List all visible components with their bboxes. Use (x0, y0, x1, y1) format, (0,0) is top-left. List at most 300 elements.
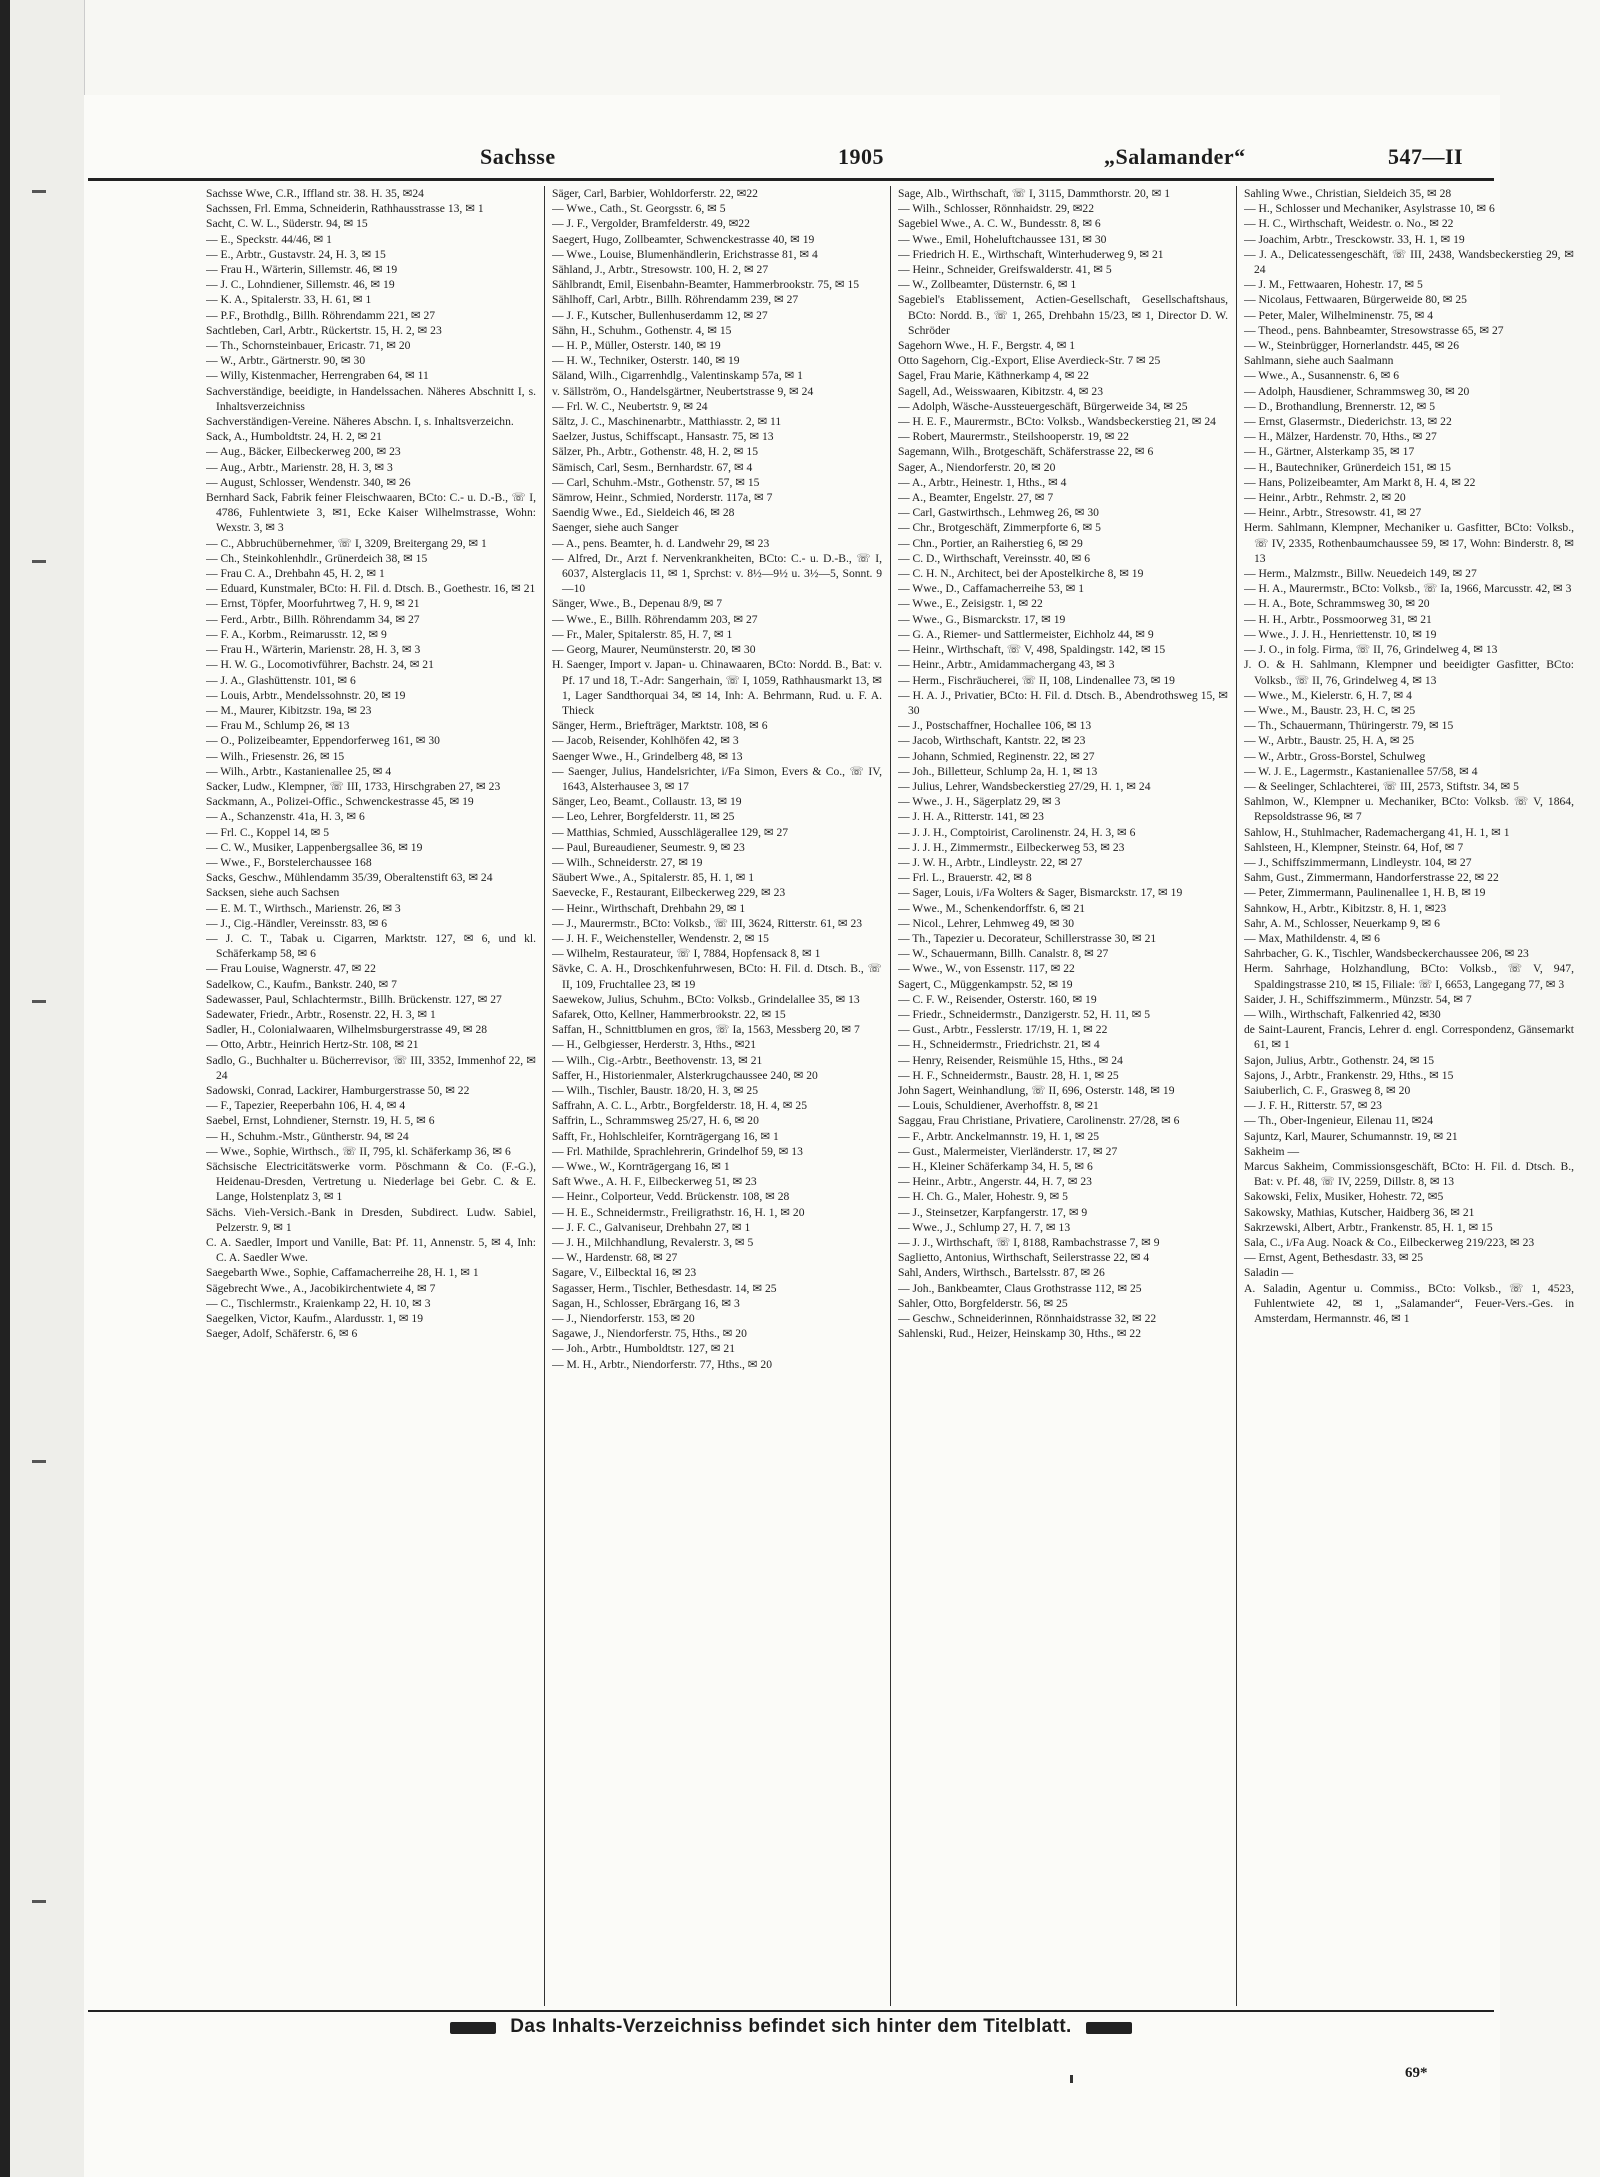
column-rule (544, 186, 545, 2006)
directory-entry: — Wwe., M., Kielerstr. 6, H. 7, ✉ 4 (1244, 688, 1412, 702)
directory-entry: Safft, Fr., Hohlschleifer, Korntrāgergang 16, ✉ 1 (552, 1129, 779, 1143)
directory-entry: — Robert, Maurermstr., Steilshooperstr. 19, ✉ 22 (898, 430, 1129, 444)
page-number: 547—II (1388, 144, 1464, 169)
directory-entry: Sämrow, Heinr., Schmied, Norderstr. 117a, ✉ 7 (552, 491, 773, 505)
directory-entry: Sagell, Ad., Weisswaaren, Kibitzstr. 4, ✉ 23 (898, 384, 1103, 398)
directory-entry: — Wwe., J. J. H., Henriettenstr. 10, ✉ 19 (1244, 627, 1437, 641)
directory-entry: — J., Steinsetzer, Karpfangerstr. 17, ✉ 9 (898, 1205, 1088, 1219)
directory-entry: — H., Schuhm.-Mstr., Güntherstr. 94, ✉ 24 (206, 1129, 409, 1143)
directory-entry: — W., Hardenstr. 68, ✉ 27 (552, 1251, 678, 1265)
directory-entry: Sahr, A. M., Schlosser, Neuerkamp 9, ✉ 6 (1244, 916, 1440, 930)
directory-entry: Saendig Wwe., Ed., Sieldeich 46, ✉ 28 (552, 506, 735, 520)
directory-entry: — Joh., Billetteur, Schlump 2a, H. 1, ✉ 13 (898, 764, 1098, 778)
directory-column-4 (1244, 186, 1574, 2006)
directory-entry: — H. E., Schneidermstr., Freiligrathstr. 16, H. 1, ✉ 20 (552, 1205, 805, 1219)
directory-entry: — Hans, Polizeibeamter, Am Markt 8, H. 4, ✉ 22 (1244, 475, 1476, 489)
directory-entry: Sajuntz, Karl, Maurer, Schumannstr. 19, ✉ 21 (1244, 1129, 1458, 1143)
directory-entry: Sadewasser, Paul, Schlachtermstr., Billh. Brückenstr. 127, ✉ 27 (206, 992, 502, 1006)
directory-entry: v. Sällström, O., Handelsgärtner, Neubertstrasse 9, ✉ 24 (552, 384, 814, 398)
directory-entry: — August, Schlosser, Wendenstr. 340, ✉ 26 (206, 475, 411, 489)
directory-entry: Sägebrecht Wwe., A., Jacobikirchentwiete 4, ✉ 7 (206, 1281, 436, 1295)
directory-entry: Säger, Carl, Barbier, Wohldorferstr. 22, ✉22 (552, 187, 758, 200)
directory-entry: Sävke, C. A. H., Droschkenfuhrwesen, BCto: H. Fil. d. Dtsch. B., ☏ II, 109, Fruchtallee 23, ✉ 19 (552, 962, 882, 991)
directory-entry: Sagemann, Wilh., Brotgeschäft, Schäferstrasse 22, ✉ 6 (898, 445, 1154, 459)
directory-entry: — C. F. W., Reisender, Osterstr. 160, ✉ 19 (898, 992, 1097, 1006)
footer-bar (88, 2016, 1494, 2046)
directory-entry: — W. J. E., Lagermstr., Kastanienallee 57/58, ✉ 4 (1244, 764, 1478, 778)
directory-entry: — J. F., Vergolder, Bramfelderstr. 49, ✉22 (552, 217, 750, 231)
directory-entry: Sakowsky, Mathias, Kutscher, Haidberg 36, ✉ 21 (1244, 1205, 1475, 1219)
directory-entry: Sagawe, J., Niendorferstr. 75, Hths., ✉ 20 (552, 1327, 747, 1341)
directory-entry: — Chr., Brotgeschäft, Zimmerpforte 6, ✉ 5 (898, 521, 1101, 535)
directory-entry: Saenger Wwe., H., Grindelberg 48, ✉ 13 (552, 749, 743, 763)
binding-strip (10, 0, 85, 2177)
directory-entry: — Ch., Steinkohlenhdlr., Grünerdeich 38, ✉ 15 (206, 551, 428, 565)
directory-entry: — Frau Louise, Wagnerstr. 47, ✉ 22 (206, 962, 376, 976)
directory-entry: — Frl. L., Brauerstr. 42, ✉ 8 (898, 871, 1032, 885)
directory-entry: Sachssen, Frl. Emma, Schneiderin, Rathhausstrasse 13, ✉ 1 (206, 202, 484, 216)
directory-entry: — M. H., Arbtr., Niendorferstr. 77, Hths., ✉ 20 (552, 1357, 772, 1371)
directory-entry: — H. E. F., Maurermstr., BCto: Volksb., Wandsbeckerstieg 21, ✉ 24 (898, 415, 1216, 429)
directory-entry: — M., Maurer, Kibitzstr. 19a, ✉ 23 (206, 703, 372, 717)
directory-entry: — Peter, Zimmermann, Paulinenallee 1, H. B, ✉ 19 (1244, 886, 1486, 900)
directory-entry: — Ernst, Agent, Bethesdastr. 33, ✉ 25 (1244, 1251, 1424, 1265)
directory-entry: — W., Arbtr., Gärtnerstr. 90, ✉ 30 (206, 354, 366, 368)
directory-entry: — P.F., Brothdlg., Billh. Röhrendamm 221, ✉ 27 (206, 308, 436, 322)
directory-entry: — Aug., Bäcker, Eilbeckerweg 200, ✉ 23 (206, 445, 401, 459)
binding-mark (32, 190, 46, 193)
directory-entry: — Heinr., Arbtr., Amidammachergang 43, ✉ 3 (898, 658, 1115, 672)
directory-entry: Sager, A., Niendorferstr. 20, ✉ 20 (898, 460, 1056, 474)
directory-column-1 (206, 186, 536, 2006)
directory-entry: Sadlo, G., Buchhalter u. Bücherrevisor, ☏ III, 3352, Immenhof 22, ✉ 24 (206, 1053, 536, 1082)
directory-entry: A. Saladin, Agentur u. Commiss., BCto: Volksb., ☏ 1, 4523, Fuhlentwiete 42, ✉ 1, „Salamander“, Feuer-Vers.-Ges. in Amsterdam, Hermannstr. 46, ✉ 1 (1244, 1281, 1574, 1326)
directory-entry: — Henry, Reisender, Reismühle 15, Hths., ✉ 24 (898, 1053, 1123, 1067)
directory-entry: Bernhard Sack, Fabrik feiner Fleischwaaren, BCto: C.- u. D.-B., ☏ I, 4786, Fuhlentwiete 3, ✉1, Ecke Kaiser Wilhelmstrasse, Wohn: Wexstr. 3, ✉ 3 (206, 491, 536, 535)
directory-entry: — H. W. G., Locomotivführer, Bachstr. 24, ✉ 21 (206, 658, 434, 672)
directory-entry: — Frl. C., Koppel 14, ✉ 5 (206, 825, 330, 839)
directory-entry: — Heinr., Colporteur, Vedd. Brückenstr. 108, ✉ 28 (552, 1190, 790, 1204)
directory-entry: — Carl, Schuhm.-Mstr., Gothenstr. 57, ✉ 15 (552, 475, 760, 489)
directory-entry: Saft Wwe., A. H. F., Eilbeckerweg 51, ✉ 23 (552, 1175, 757, 1189)
directory-entry: Sahm, Gust., Zimmermann, Handorferstrasse 22, ✉ 22 (1244, 871, 1499, 885)
directory-entry: — Wwe., Sophie, Wirthsch., ☏ II, 795, kl. Schäferkamp 36, ✉ 6 (206, 1144, 511, 1158)
directory-entry: — Johann, Schmied, Reginenstr. 22, ✉ 27 (898, 749, 1095, 763)
directory-entry: — H. A., Bote, Schrammsweg 30, ✉ 20 (1244, 597, 1430, 611)
binding-mark (32, 1460, 46, 1463)
directory-entry: — C. H. N., Architect, bei der Apostelkirche 8, ✉ 19 (898, 567, 1144, 581)
directory-entry: — Wilh., Schlosser, Rönnhaidstr. 29, ✉22 (898, 202, 1095, 216)
directory-entry: — Saenger, Julius, Handelsrichter, i/Fa Simon, Evers & Co., ☏ IV, 1643, Alsterhausee 3, ✉ 17 (552, 764, 882, 793)
directory-entry: Sacks, Geschw., Mühlendamm 35/39, Oberaltenstift 63, ✉ 24 (206, 871, 493, 885)
directory-entry: Saelzer, Justus, Schiffscapt., Hansastr. 75, ✉ 13 (552, 430, 774, 444)
directory-entry: — Heinr., Arbtr., Angerstr. 44, H. 7, ✉ 23 (898, 1175, 1092, 1189)
directory-entry: — Eduard, Kunstmaler, BCto: H. Fil. d. Dtsch. B., Goethestr. 16, ✉ 21 (206, 582, 536, 596)
directory-entry: Saiuberlich, C. F., Grasweg 8, ✉ 20 (1244, 1083, 1411, 1097)
directory-entry: — J., Maurermstr., BCto: Volksb., ☏ III, 3624, Ritterstr. 61, ✉ 23 (552, 916, 863, 930)
directory-entry: — A., Schanzenstr. 41a, H. 3, ✉ 6 (206, 810, 365, 824)
directory-entry: de Saint-Laurent, Francis, Lehrer d. engl. Correspondenz, Gänsemarkt 61, ✉ 1 (1244, 1023, 1574, 1052)
directory-entry: Saegebarth Wwe., Sophie, Caffamacherreihe 28, H. 1, ✉ 1 (206, 1266, 479, 1280)
directory-entry: — Friedr., Schneidermstr., Danzigerstr. 52, H. 11, ✉ 5 (898, 1007, 1151, 1021)
directory-entry: — J. H. A., Ritterstr. 141, ✉ 23 (898, 810, 1044, 824)
directory-entry: — Max, Mathildenstr. 4, ✉ 6 (1244, 931, 1380, 945)
pointing-hand-icon (450, 2022, 496, 2034)
directory-entry: — Otto, Arbtr., Heinrich Hertz-Str. 108, ✉ 21 (206, 1038, 419, 1052)
directory-entry: Sahl, Anders, Wirthsch., Bartelsstr. 87, ✉ 26 (898, 1266, 1105, 1280)
directory-entry: — Heinr., Schneider, Greifswalderstr. 41, ✉ 5 (898, 263, 1112, 277)
directory-entry: — Frau H., Wärterin, Marienstr. 28, H. 3, ✉ 3 (206, 643, 421, 657)
directory-entry: — Wilhelm, Restaurateur, ☏ I, 7884, Hopfensack 8, ✉ 1 (552, 947, 821, 961)
directory-entry: — H., Schneidermstr., Friedrichstr. 21, ✉ 4 (898, 1038, 1100, 1052)
directory-entry: Säubert Wwe., A., Spitalerstr. 85, H. 1, ✉ 1 (552, 871, 755, 885)
footer-note: Das Inhalts-Verzeichniss befindet sich hinter dem Titelblatt. (510, 2016, 1072, 2037)
directory-entry: Sachtleben, Carl, Arbtr., Rückertstr. 15, H. 2, ✉ 23 (206, 323, 442, 337)
directory-entry: — J. J., Wirthschaft, ☏ I, 8188, Rambachstrasse 7, ✉ 9 (898, 1236, 1160, 1250)
directory-entry: — Julius, Lehrer, Wandsbeckerstieg 27/29, H. 1, ✉ 24 (898, 779, 1151, 793)
directory-entry: — A., Arbtr., Heinestr. 1, Hths., ✉ 4 (898, 475, 1067, 489)
directory-entry: — Herm., Malzmstr., Billw. Neuedeich 149, ✉ 27 (1244, 567, 1477, 581)
directory-entry: Sacht, C. W. L., Süderstr. 94, ✉ 15 (206, 217, 368, 231)
directory-entry: — J., Postschaffner, Hochallee 106, ✉ 13 (898, 719, 1092, 733)
directory-entry: Sagare, V., Eilbecktal 16, ✉ 23 (552, 1266, 697, 1280)
directory-entry: Sachsse Wwe, C.R., Iffland str. 38. H. 35, ✉24 (206, 187, 424, 200)
directory-entry: Saegelken, Victor, Kaufm., Alardusstr. 1, ✉ 19 (206, 1312, 423, 1326)
directory-entry: — Heinr., Arbtr., Stresowstr. 41, ✉ 27 (1244, 506, 1422, 520)
directory-entry: — J. H. F., Weichensteller, Wendenstr. 2, ✉ 15 (552, 931, 769, 945)
directory-entry: — H., Bautechniker, Grünerdeich 151, ✉ 15 (1244, 460, 1451, 474)
directory-entry: — Louis, Arbtr., Mendelssohnstr. 20, ✉ 19 (206, 688, 406, 702)
directory-entry: — A., pens. Beamter, h. d. Landwehr 29, ✉ 23 (552, 536, 770, 550)
print-mark (1070, 2075, 1073, 2083)
directory-entry: — Wwe., Louise, Blumenhändlerin, Erichstrasse 81, ✉ 4 (552, 247, 818, 261)
directory-entry: — Wilh., Friesenstr. 26, ✉ 15 (206, 749, 345, 763)
scan-border (0, 0, 10, 2177)
directory-entry: — J., Schiffszimmermann, Lindleystr. 104, ✉ 27 (1244, 855, 1472, 869)
directory-entry: — Wwe., M., Schenkendorffstr. 6, ✉ 21 (898, 901, 1086, 915)
directory-entry: Sagebiel's Etablissement, Actien-Gesellschaft, Gesellschaftshaus, BCto: Nordd. B., ☏ 1, 265, Drehbahn 15/23, ✉ 1, Director D. W. Schröder (898, 293, 1228, 337)
directory-entry: Sahlow, H., Stuhlmacher, Rademachergang 41, H. 1, ✉ 1 (1244, 825, 1510, 839)
directory-entry: — E., Arbtr., Gustavstr. 24, H. 3, ✉ 15 (206, 247, 386, 261)
directory-entry: — Gust., Malermeister, Vierländerstr. 17, ✉ 27 (898, 1144, 1118, 1158)
directory-entry: — D., Brothandlung, Brennerstr. 12, ✉ 5 (1244, 399, 1436, 413)
binding-mark (32, 560, 46, 563)
directory-entry: — Chn., Portier, an Raiherstieg 6, ✉ 29 (898, 536, 1083, 550)
directory-entry: — Wwe., E., Zeisigstr. 1, ✉ 22 (898, 597, 1043, 611)
directory-entry: — Th., Tapezier u. Decorateur, Schillerstrasse 30, ✉ 21 (898, 931, 1157, 945)
directory-entry: — Paul, Bureaudiener, Seumestr. 9, ✉ 23 (552, 840, 745, 854)
directory-entry: Sahler, Otto, Borgfelderstr. 56, ✉ 25 (898, 1296, 1068, 1310)
directory-entry: — Wwe., F., Borstelerchaussee 168 (206, 855, 372, 869)
directory-entry: — Nicolaus, Fettwaaren, Bürgerweide 80, ✉ 25 (1244, 293, 1467, 307)
directory-entry: — W., Arbtr., Gross-Borstel, Schulweg (1244, 749, 1426, 763)
directory-entry: Marcus Sakheim, Commissionsgeschäft, BCto: H. Fil. d. Dtsch. B., Bat: v. Pf. 48, ☏ IV, 2259, Dillstr. 8, ✉ 13 (1244, 1160, 1574, 1189)
directory-entry: Otto Sagehorn, Cig.-Export, Elise Averdieck-Str. 7 ✉ 25 (898, 354, 1161, 368)
directory-entry: — Sager, Louis, i/Fa Wolters & Sager, Bismarckstr. 17, ✉ 19 (898, 886, 1183, 900)
directory-entry: — J. A., Glashüttenstr. 101, ✉ 6 (206, 673, 356, 687)
directory-entry: — Th., Schornsteinbauer, Ericastr. 71, ✉ 20 (206, 339, 411, 353)
directory-entry: Herm. Sahlmann, Klempner, Mechaniker u. Gasfitter, BCto: Volksb., ☏ IV, 2335, Rothenbaumchaussee 59, ✉ 17, Wohn: Binderstr. 8, ✉ 13 (1244, 521, 1574, 565)
directory-entry: Saffrin, L., Schrammsweg 25/27, H. 6, ✉ 20 (552, 1114, 759, 1128)
directory-entry: — Joh., Bankbeamter, Claus Grothstrasse 112, ✉ 25 (898, 1281, 1142, 1295)
directory-entry: Sacker, Ludw., Klempner, ☏ III, 1733, Hirschgraben 27, ✉ 23 (206, 779, 501, 793)
directory-entry: — Nicol., Lehrer, Lehmweg 49, ✉ 30 (898, 916, 1075, 930)
directory-entry: — F., Arbtr. Anckelmannstr. 19, H. 1, ✉ 25 (898, 1129, 1100, 1143)
directory-entry: — K. A., Spitalerstr. 33, H. 61, ✉ 1 (206, 293, 372, 307)
directory-entry: — Alfred, Dr., Arzt f. Nervenkrankheiten, BCto: C.- u. D.-B., ☏ I, 6037, Alsterglacis 11, ✉ 1, Sprchst: v. 8½—9½ u. 3½—5, Sonnt. 9—10 (552, 551, 882, 596)
directory-entry: — Wwe., W., Korntrāgergang 16, ✉ 1 (552, 1160, 730, 1173)
directory-column-2 (552, 186, 882, 2006)
directory-entry: — Wwe., Emil, Hoheluftchaussee 131, ✉ 30 (898, 232, 1107, 246)
directory-entry: — Wwe., D., Caffamacherreihe 53, ✉ 1 (898, 582, 1085, 596)
directory-entry: — Wwe., J. H., Sägerplatz 29, ✉ 3 (898, 795, 1061, 809)
directory-entry: — Joh., Arbtr., Humboldtstr. 127, ✉ 21 (552, 1342, 735, 1356)
directory-entry: — H. H., Arbtr., Possmoorweg 31, ✉ 21 (1244, 612, 1432, 626)
directory-entry: — Jacob, Reisender, Kohlhöfen 42, ✉ 3 (552, 734, 739, 748)
directory-entry: — Joachim, Arbtr., Tresckowstr. 33, H. 1, ✉ 19 (1244, 232, 1465, 246)
directory-entry: — Matthias, Schmied, Ausschlägerallee 129, ✉ 27 (552, 825, 789, 839)
directory-entry: — Heinr., Wirthschaft, Drehbahn 29, ✉ 1 (552, 901, 746, 915)
directory-entry: — Wilh., Wirthschaft, Falkenried 42, ✉30 (1244, 1007, 1441, 1021)
directory-entry: — W., Arbtr., Baustr. 25, H. A, ✉ 25 (1244, 734, 1415, 748)
directory-entry: Sächsische Electricitätswerke vorm. Pöschmann & Co. (F.-G.), Heidenau-Dresden, Vertretung u. Niederlage bei Gebr. C. & E. Lange, Holstenplatz 3, ✉ 1 (206, 1160, 536, 1204)
directory-entry: — H. A., Maurermstr., BCto: Volksb., ☏ Ia, 1966, Marcusstr. 42, ✉ 3 (1244, 582, 1572, 596)
directory-entry: Herm. Sahrhage, Holzhandlung, BCto: Volksb., ☏ V, 947, Spaldingstrasse 210, ✉ 15, Filiale: ☏ I, 6653, Langegang 77, ✉ 3 (1244, 962, 1574, 991)
directory-entry: — J. F. H., Ritterstr. 57, ✉ 23 (1244, 1099, 1382, 1113)
directory-entry: — J., Niendorferstr. 153, ✉ 20 (552, 1312, 695, 1326)
directory-entry: — Adolph, Hausdiener, Schrammsweg 30, ✉ 20 (1244, 384, 1470, 398)
directory-entry: Sagebiel Wwe., A. C. W., Bundesstr. 8, ✉ 6 (898, 217, 1101, 231)
directory-entry: Saffan, H., Schnittblumen en gros, ☏ Ia, 1563, Messberg 20, ✉ 7 (552, 1023, 860, 1037)
directory-entry: Sadewater, Friedr., Arbtr., Rosenstr. 22, H. 3, ✉ 1 (206, 1007, 436, 1021)
directory-entry: — G. A., Riemer- und Sattlermeister, Eichholz 44, ✉ 9 (898, 627, 1154, 641)
directory-entry: — H., Gärtner, Alsterkamp 35, ✉ 17 (1244, 445, 1415, 459)
directory-entry: Sachverständige, beeidigte, in Handelssachen. Näheres Abschnitt I, s. Inhaltsverzeichniss (206, 384, 536, 413)
directory-entry: John Sagert, Weinhandlung, ☏ II, 696, Osterstr. 148, ✉ 19 (898, 1083, 1175, 1097)
directory-entry: Sänger, Leo, Beamt., Collaustr. 13, ✉ 19 (552, 795, 742, 809)
directory-entry: — Ernst, Töpfer, Moorfuhrtweg 7, H. 9, ✉ 21 (206, 597, 420, 611)
directory-entry: — Leo, Lehrer, Borgfelderstr. 11, ✉ 25 (552, 810, 735, 824)
directory-entry: Sahlenski, Rud., Heizer, Heinskamp 30, Hths., ✉ 22 (898, 1327, 1142, 1341)
directory-entry: — A., Beamter, Engelstr. 27, ✉ 7 (898, 491, 1054, 505)
directory-entry: — J. J. H., Zimmermstr., Eilbeckerweg 53, ✉ 23 (898, 840, 1125, 854)
directory-entry: Sämisch, Carl, Sesm., Bernhardstr. 67, ✉ 4 (552, 460, 753, 474)
directory-entry: Sakrzewski, Albert, Arbtr., Frankenstr. 85, H. 1, ✉ 15 (1244, 1220, 1493, 1234)
directory-entry: — F. A., Korbm., Reimarusstr. 12, ✉ 9 (206, 627, 387, 641)
directory-entry: Sagasser, Herm., Tischler, Bethesdastr. 14, ✉ 25 (552, 1281, 777, 1295)
directory-entry: — Herm., Fischräucherei, ☏ II, 108, Lindenallee 73, ✉ 19 (898, 673, 1175, 687)
directory-entry: Sälzer, Ph., Arbtr., Gothenstr. 48, H. 2, ✉ 15 (552, 445, 759, 459)
directory-entry: H. Saenger, Import v. Japan- u. Chinawaaren, BCto: Nordd. B., Bat: v. Pf. 17 und 18, T.-Adr: Sangerhain, ☏ I, 1059, Rathhausmarkt 13, ✉ 1, Lager Sandthorquai 34, ✉ 14, Inh: A. Behrmann, Rud. u. F. A. Thieck (552, 658, 882, 717)
header-year: 1905 (838, 144, 884, 169)
running-header (88, 140, 1494, 176)
directory-entry: C. A. Saedler, Import und Vanille, Bat: Pf. 11, Annenstr. 5, ✉ 4, Inh: C. A. Saedler Wwe. (206, 1236, 536, 1265)
directory-entry: Sadelkow, C., Kaufm., Bankstr. 240, ✉ 7 (206, 977, 397, 991)
directory-entry: Sachverständigen-Vereine. Näheres Abschn. I, s. Inhaltsverzeichn. (206, 415, 514, 429)
directory-entry: — J. O., in folg. Firma, ☏ II, 76, Grindelweg 4, ✉ 13 (1244, 643, 1498, 657)
directory-entry: Sagan, H., Schlosser, Ebrārgang 16, ✉ 3 (552, 1296, 740, 1310)
directory-entry: Sänger, Wwe., B., Depenau 8/9, ✉ 7 (552, 597, 723, 611)
directory-entry: Sage, Alb., Wirthschaft, ☏ I, 3115, Dammthorstr. 20, ✉ 1 (898, 187, 1171, 200)
directory-entry: Sählbrandt, Emil, Eisenbahn-Beamter, Hammerbrookstr. 75, ✉ 15 (552, 278, 860, 292)
column-rule (890, 186, 891, 2006)
directory-entry: — J. C. T., Tabak u. Cigarren, Marktstr. 127, ✉ 6, und kl. Schäferkamp 58, ✉ 6 (206, 931, 536, 961)
directory-entry: — Wwe., A., Susannenstr. 6, ✉ 6 (1244, 369, 1400, 383)
directory-entry: Sahlsteen, H., Klempner, Steinstr. 64, Hof, ✉ 7 (1244, 840, 1464, 854)
directory-entry: — Wwe., W., von Essenstr. 117, ✉ 22 (898, 962, 1075, 976)
directory-entry: — W., Zollbeamter, Düsternstr. 6, ✉ 1 (898, 278, 1077, 292)
directory-entry: — Fr., Maler, Spitalerstr. 85, H. 7, ✉ 1 (552, 627, 733, 641)
directory-entry: Sajons, J., Arbtr., Frankenstr. 29, Hths., ✉ 15 (1244, 1068, 1454, 1082)
directory-entry: Saevecke, F., Restaurant, Eilbeckerweg 229, ✉ 23 (552, 886, 786, 900)
directory-entry: — Th., Ober-Ingenieur, Eilenau 11, ✉24 (1244, 1114, 1433, 1128)
directory-entry: — F., Tapezier, Reeperbahn 106, H. 4, ✉ 4 (206, 1099, 406, 1113)
directory-entry: — J. H., Milchhandlung, Revalerstr. 3, ✉ 5 (552, 1236, 754, 1250)
directory-entry: Sählhoff, Carl, Arbtr., Billh. Röhrendamm 239, ✉ 27 (552, 293, 799, 307)
directory-entry: Sahrbacher, G. K., Tischler, Wandsbeckerchaussee 206, ✉ 23 (1244, 947, 1529, 961)
directory-entry: — Aug., Arbtr., Marienstr. 28, H. 3, ✉ 3 (206, 460, 393, 474)
directory-entry: — Wilh., Tischler, Baustr. 18/20, H. 3, ✉ 25 (552, 1083, 758, 1097)
directory-entry: — H., Schlosser und Mechaniker, Asylstrasse 10, ✉ 6 (1244, 202, 1495, 216)
directory-entry: Sahling Wwe., Christian, Sieldeich 35, ✉ 28 (1244, 187, 1452, 200)
directory-entry: — Georg, Maurer, Neumünsterstr. 20, ✉ 30 (552, 643, 756, 657)
directory-entry: — Heinr., Wirthschaft, ☏ V, 498, Spaldingstr. 142, ✉ 15 (898, 643, 1166, 657)
directory-entry: — Wwe., J., Schlump 27, H. 7, ✉ 13 (898, 1220, 1071, 1234)
directory-entry: — Theod., pens. Bahnbeamter, Stresowstrasse 65, ✉ 27 (1244, 323, 1504, 337)
directory-entry: Sahnkow, H., Arbtr., Kibitzstr. 8, H. 1, ✉23 (1244, 901, 1447, 915)
directory-entry: Sackmann, A., Polizei-Offic., Schwenckestrasse 45, ✉ 19 (206, 795, 474, 809)
directory-entry: — H., Gelbgiesser, Herderstr. 3, Hths., ✉21 (552, 1038, 757, 1052)
directory-entry: — C. W., Musiker, Lappenbergsallee 36, ✉ 19 (206, 840, 423, 854)
directory-entry: Saeger, Adolf, Schäferstr. 6, ✉ 6 (206, 1327, 358, 1341)
directory-entry: — Wilh., Schneiderstr. 27, ✉ 19 (552, 855, 703, 869)
directory-entry: Saffer, H., Historienmaler, Alsterkrugchaussee 240, ✉ 20 (552, 1068, 818, 1082)
footer-rule (88, 2010, 1494, 2012)
directory-entry: — J. A., Delicatessengeschäft, ☏ III, 2438, Wandsbeckerstieg 29, ✉ 24 (1244, 247, 1574, 277)
header-right-name: „Salamander“ (1104, 144, 1246, 169)
directory-entry: Sakowski, Felix, Musiker, Hohestr. 72, ✉5 (1244, 1190, 1444, 1204)
directory-entry: — Frau M., Schlump 26, ✉ 13 (206, 719, 350, 733)
directory-entry: — Jacob, Wirthschaft, Kantstr. 22, ✉ 23 (898, 734, 1086, 748)
directory-entry: — Ernst, Glasermstr., Diederichstr. 13, ✉ 22 (1244, 415, 1452, 429)
directory-entry: Sakheim — (1244, 1144, 1300, 1158)
directory-entry: Sagehorn Wwe., H. F., Bergstr. 4, ✉ 1 (898, 339, 1076, 353)
directory-entry: Saegert, Hugo, Zollbeamter, Schwenckestrasse 40, ✉ 19 (552, 232, 815, 246)
directory-entry: — H., Mälzer, Hardenstr. 70, Hths., ✉ 27 (1244, 430, 1437, 444)
directory-entry: — Frl. Mathilde, Sprachlehrerin, Grindelhof 59, ✉ 13 (552, 1144, 803, 1158)
directory-entry: — Ferd., Arbtr., Billh. Röhrendamm 34, ✉ 27 (206, 612, 420, 626)
directory-entry: — J. F., Kutscher, Bullenhuserdamm 12, ✉ 27 (552, 308, 768, 322)
directory-entry: Saebel, Ernst, Lohndiener, Sternstr. 19, H. 5, ✉ 6 (206, 1114, 435, 1128)
directory-entry: Sahlmon, W., Klempner u. Mechaniker, BCto: Volksb. ☏ V, 1864, Repsoldstrasse 96, ✉ 7 (1244, 795, 1574, 824)
directory-entry: Sältz, J. C., Maschinenarbtr., Matthiasstr. 2, ✉ 11 (552, 415, 782, 429)
directory-entry: Sagert, C., Müggenkampstr. 52, ✉ 19 (898, 977, 1073, 991)
header-left-name: Sachsse (480, 144, 556, 169)
header-rule (88, 178, 1494, 181)
directory-entry: — H. P., Müller, Osterstr. 140, ✉ 19 (552, 339, 721, 353)
directory-entry: — Wwe., Cath., St. Georgsstr. 6, ✉ 5 (552, 202, 726, 216)
directory-entry: Sadowski, Conrad, Lackirer, Hamburgerstrasse 50, ✉ 22 (206, 1083, 470, 1097)
directory-entry: Sahlmann, siehe auch Saalmann (1244, 354, 1394, 368)
directory-entry: — Carl, Gastwirthsch., Lehmweg 26, ✉ 30 (898, 506, 1099, 520)
directory-entry: — E. M. T., Wirthsch., Marienstr. 26, ✉ 3 (206, 901, 401, 915)
directory-entry: — J. W. H., Arbtr., Lindleystr. 22, ✉ 27 (898, 855, 1083, 869)
directory-entry: — J. C., Lohndiener, Sillemstr. 46, ✉ 19 (206, 278, 395, 292)
directory-entry: — H. A. J., Privatier, BCto: H. Fil. d. Dtsch. B., Abendrothsweg 15, ✉ 30 (898, 688, 1228, 717)
directory-entry: — W., Steinbrügger, Hornerlandstr. 445, ✉ 26 (1244, 339, 1460, 353)
directory-entry: — Wwe., M., Baustr. 23, H. C, ✉ 25 (1244, 703, 1416, 717)
directory-entry: Säland, Wilh., Cigarrenhdlg., Valentinskamp 57a, ✉ 1 (552, 369, 803, 383)
sheet-number: 69* (1405, 2065, 1428, 2081)
directory-entry: Sähland, J., Arbtr., Stresowstr. 100, H. 2, ✉ 27 (552, 263, 769, 277)
directory-entry: Saider, J. H., Schiffszimmerm., Münzstr. 54, ✉ 7 (1244, 992, 1472, 1006)
directory-entry: Saladin — (1244, 1266, 1294, 1280)
directory-entry: — J. J. H., Comptoirist, Carolinenstr. 24, H. 3, ✉ 6 (898, 825, 1136, 839)
directory-entry: — Frau C. A., Drehbahn 45, H. 2, ✉ 1 (206, 567, 385, 581)
directory-entry: — H. F., Schneidermstr., Baustr. 28, H. 1, ✉ 25 (898, 1068, 1119, 1082)
binding-mark (32, 1900, 46, 1903)
directory-entry: — Friedrich H. E., Wirthschaft, Winterhuderweg 9, ✉ 21 (898, 247, 1164, 261)
directory-entry: Sagel, Frau Marie, Käthnerkamp 4, ✉ 22 (898, 369, 1089, 383)
directory-entry: Sacksen, siehe auch Sachsen (206, 886, 340, 900)
directory-entry: — Peter, Maler, Wilhelminenstr. 75, ✉ 4 (1244, 308, 1434, 322)
directory-entry: — C., Tischlermstr., Kraienkamp 22, H. 10, ✉ 3 (206, 1296, 431, 1310)
directory-entry: — Wwe., G., Bismarckstr. 17, ✉ 19 (898, 612, 1066, 626)
directory-entry: — C. D., Wirthschaft, Vereinsstr. 40, ✉ 6 (898, 551, 1091, 565)
directory-entry: — J., Cig.-Händler, Vereinsstr. 83, ✉ 6 (206, 916, 387, 930)
directory-column-3 (898, 186, 1228, 2006)
directory-entry: Safarek, Otto, Kellner, Hammerbrookstr. 22, ✉ 15 (552, 1007, 786, 1021)
directory-entry: Sänger, Herm., Briefträger, Marktstr. 108, ✉ 6 (552, 719, 768, 733)
directory-entry: J. O. & H. Sahlmann, Klempner und beeidigter Gasfitter, BCto: Volksb., ☏ II, 76, Grindelweg 4, ✉ 13 (1244, 658, 1574, 687)
directory-entry: Saffrahn, A. C. L., Arbtr., Borgfelderstr. 18, H. 4, ✉ 25 (552, 1099, 807, 1113)
directory-entry: — Louis, Schuldiener, Averhoffstr. 8, ✉ 21 (898, 1099, 1099, 1113)
directory-entry: — C., Abbruchübernehmer, ☏ I, 3209, Breitergang 29, ✉ 1 (206, 536, 487, 550)
directory-entry: Saglietto, Antonius, Wirthschaft, Seilerstrasse 22, ✉ 4 (898, 1251, 1150, 1265)
directory-entry: Saewekow, Julius, Schuhm., BCto: Volksb., Grindelallee 35, ✉ 13 (552, 992, 860, 1006)
directory-entry: Sadler, H., Colonialwaaren, Wilhelmsburgerstrasse 49, ✉ 28 (206, 1023, 488, 1037)
directory-entry: Sala, C., i/Fa Aug. Noack & Co., Eilbeckerweg 219/223, ✉ 23 (1244, 1236, 1535, 1250)
directory-entry: Sähn, H., Schuhm., Gothenstr. 4, ✉ 15 (552, 323, 732, 337)
directory-entry: — H. Ch. G., Maler, Hohestr. 9, ✉ 5 (898, 1190, 1068, 1204)
directory-entry: — J. F. C., Galvaniseur, Drehbahn 27, ✉ 1 (552, 1220, 751, 1234)
directory-entry: — Wwe., E., Billh. Röhrendamm 203, ✉ 27 (552, 612, 758, 626)
directory-entry: — Geschw., Schneiderinnen, Rönnhaidstrasse 32, ✉ 22 (898, 1312, 1157, 1326)
directory-entry: — H. W., Techniker, Osterstr. 140, ✉ 19 (552, 354, 740, 368)
directory-entry: — Willy, Kistenmacher, Herrengraben 64, ✉ 11 (206, 369, 429, 383)
directory-entry: — Adolph, Wäsche-Aussteuergeschäft, Bürgerweide 34, ✉ 25 (898, 399, 1188, 413)
directory-entry: — H. C., Wirthschaft, Weidestr. o. No., ✉ 22 (1244, 217, 1454, 231)
directory-entry: — Wilh., Arbtr., Kastanienallee 25, ✉ 4 (206, 764, 392, 778)
directory-entry: — J. M., Fettwaaren, Hohestr. 17, ✉ 5 (1244, 278, 1423, 292)
directory-entry: — Frl. W. C., Neubertstr. 9, ✉ 24 (552, 399, 708, 413)
pointing-hand-icon (1086, 2022, 1132, 2034)
directory-entry: — Frau H., Wärterin, Sillemstr. 46, ✉ 19 (206, 263, 398, 277)
directory-entry: — W., Schauermann, Billh. Canalstr. 8, ✉ 27 (898, 947, 1109, 961)
directory-entry: — H., Kleiner Schäferkamp 34, H. 5, ✉ 6 (898, 1160, 1093, 1173)
directory-entry: — O., Polizeibeamter, Eppendorferweg 161, ✉ 30 (206, 734, 440, 748)
directory-entry: Saenger, siehe auch Sanger (552, 521, 679, 535)
directory-entry: — & Seelinger, Schlachterei, ☏ III, 2573, Stiftstr. 34, ✉ 5 (1244, 779, 1519, 793)
column-rule (1236, 186, 1237, 2006)
directory-entry: — Heinr., Arbtr., Rehmstr. 2, ✉ 20 (1244, 491, 1406, 505)
binding-mark (32, 1000, 46, 1003)
directory-entry: Sack, A., Humboldtstr. 24, H. 2, ✉ 21 (206, 430, 382, 444)
directory-entry: — Th., Schauermann, Thüringerstr. 79, ✉ 15 (1244, 719, 1454, 733)
directory-entry: Sächs. Vieh-Versich.-Bank in Dresden, Subdirect. Ludw. Sabiel, Pelzerstr. 9, ✉ 1 (206, 1205, 536, 1234)
directory-entry: Saggau, Frau Christiane, Privatiere, Carolinenstr. 27/28, ✉ 6 (898, 1114, 1180, 1128)
directory-entry: Sajon, Julius, Arbtr., Gothenstr. 24, ✉ 15 (1244, 1053, 1435, 1067)
